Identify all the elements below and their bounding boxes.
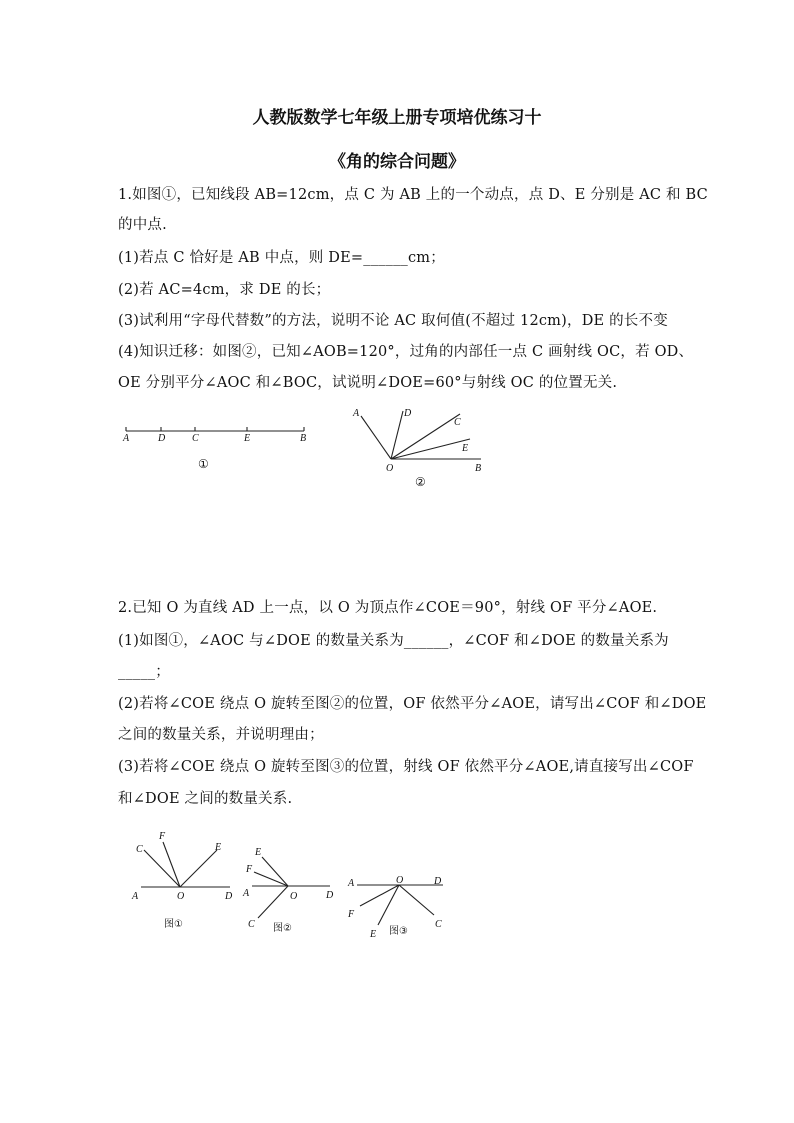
q2-part2-line1: (2)若将∠COE 绕点 O 旋转至图②的位置，OF 依然平分∠AOE，请写出∠COF 和∠DOE — [118, 696, 707, 712]
q2-part2-line2: 之间的数量关系，并说明理由； — [118, 727, 324, 743]
label-c: C — [192, 433, 199, 444]
label-a: A — [123, 433, 130, 444]
ray-oc — [144, 850, 180, 887]
q2-stem: 2.已知 O 为直线 AD 上一点，以 O 为顶点作∠COE＝90°，射线 OF 平分∠AOE. — [118, 600, 658, 616]
label-d: D — [434, 876, 442, 887]
ray-oc — [258, 886, 288, 918]
label-d: D — [404, 408, 412, 419]
label-e: E — [244, 433, 251, 444]
page-title: 人教版数学七年级上册专项培优练习十 — [252, 108, 542, 128]
label-c: C — [435, 919, 442, 930]
q1-part4-line2: OE 分别平分∠AOC 和∠BOC，试说明∠DOE=60°与射线 OC 的位置无关. — [118, 375, 618, 391]
label-b: B — [475, 463, 482, 474]
ray-oa — [361, 416, 391, 459]
label-o: O — [396, 875, 404, 886]
label-b: B — [300, 433, 307, 444]
label-a: A — [132, 891, 139, 902]
figure-b-caption: 图② — [273, 923, 292, 934]
label-f: F — [348, 909, 355, 920]
label-c: C — [136, 844, 143, 855]
figure-a-caption: 图① — [164, 919, 183, 930]
label-e: E — [255, 847, 262, 858]
q1-stem-line2: 的中点. — [118, 217, 167, 233]
label-f: F — [159, 831, 166, 842]
q2-part3-line1: (3)若将∠COE 绕点 O 旋转至图③的位置，射线 OF 依然平分∠AOE,请直接写出∠COF — [118, 759, 694, 775]
figure-2-caption: ② — [415, 475, 426, 489]
ray-oe — [391, 439, 470, 459]
figure-1-caption: ① — [198, 457, 209, 471]
label-c: C — [248, 919, 255, 930]
q1-part1: (1)若点 C 恰好是 AB 中点，则 DE=______cm； — [118, 250, 445, 266]
ray-of — [254, 872, 288, 886]
label-d: D — [158, 433, 166, 444]
ray-of — [163, 842, 180, 887]
ray-oc — [391, 414, 460, 459]
ray-oe — [180, 850, 217, 887]
label-f: F — [246, 864, 253, 875]
q1-part2: (2)若 AC=4cm，求 DE 的长； — [118, 282, 331, 298]
label-a: A — [348, 878, 355, 889]
label-e: E — [462, 443, 469, 454]
figure-c-caption: 图③ — [389, 926, 408, 937]
q2-part3-line2: 和∠DOE 之间的数量关系. — [118, 791, 293, 807]
label-a: A — [353, 408, 360, 419]
page-subtitle: 《角的综合问题》 — [329, 152, 465, 172]
label-o: O — [386, 463, 394, 474]
label-a: A — [243, 888, 250, 899]
q1-part3: (3)试利用“字母代替数”的方法，说明不论 AC 取何值(不超过 12cm)，DE 的长不变 — [118, 313, 668, 329]
q1-part4-line1: (4)知识迁移：如图②，已知∠AOB=120°，过角的内部任一点 C 画射线 OC，若 OD、 — [118, 344, 694, 360]
label-d: D — [225, 891, 233, 902]
label-e: E — [215, 842, 222, 853]
label-e: E — [370, 929, 377, 940]
label-c: C — [454, 417, 461, 428]
q2-part1-line1: (1)如图①，∠AOC 与∠DOE 的数量关系为______，∠COF 和∠DOE 的数量关系为 — [118, 633, 669, 649]
q1-stem-line1: 1.如图①，已知线段 AB=12cm，点 C 为 AB 上的一个动点，点 D、E 分别是 AC 和 BC — [118, 187, 708, 203]
q2-part1-line2: _____； — [118, 664, 170, 680]
label-d: D — [326, 890, 334, 901]
label-o: O — [177, 891, 185, 902]
ray-oe — [262, 857, 288, 886]
ray-oc — [399, 885, 434, 915]
label-o: O — [290, 891, 298, 902]
